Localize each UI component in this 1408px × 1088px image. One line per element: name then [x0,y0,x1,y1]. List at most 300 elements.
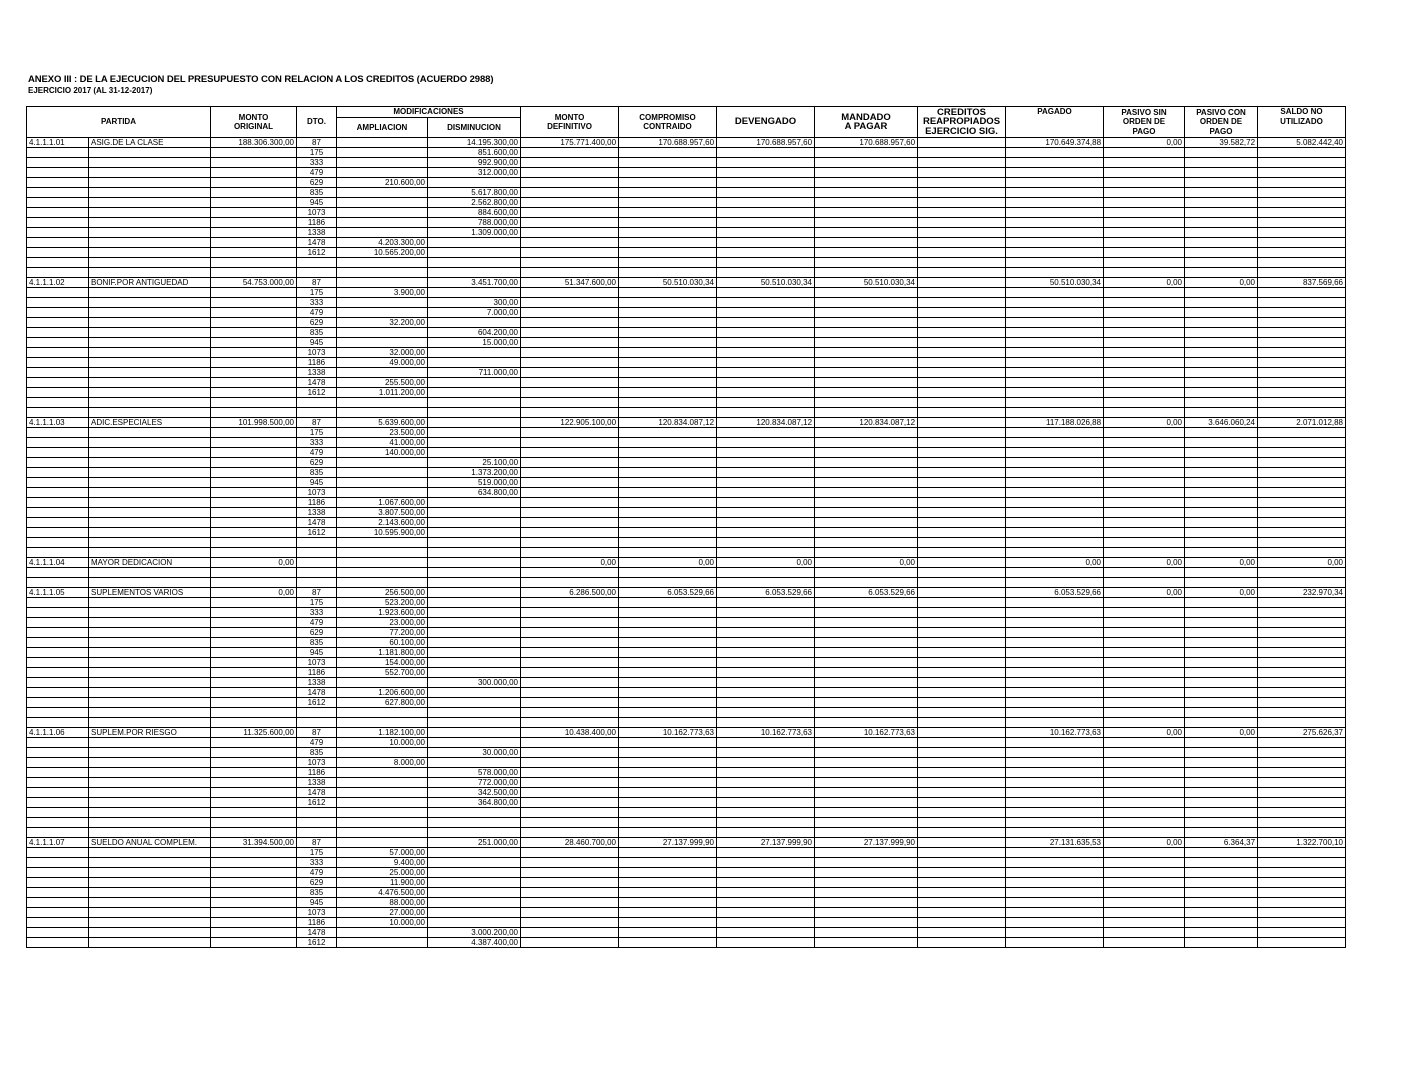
blank-cell [1104,808,1185,818]
pagado-cell [1006,338,1104,348]
creditos-cell [918,898,1006,908]
pasivo-sin-cell [1104,868,1185,878]
blank-cell [1104,258,1185,268]
partida-code-cell: 4.1.1.1.07 [27,838,89,848]
disminucion-cell: 30.000,00 [428,748,521,758]
creditos-cell [918,328,1006,338]
blank-cell [1006,818,1104,828]
saldo-cell: 1.322.700,10 [1258,838,1346,848]
pasivo-con-cell: 0,00 [1185,728,1258,738]
blank-cell [619,408,717,418]
pagado-cell [1006,678,1104,688]
pagado-cell [1006,778,1104,788]
dto-cell: 1073 [297,758,337,768]
blank-cell [918,808,1006,818]
compromiso-cell [619,328,717,338]
pasivo-con-cell [1185,638,1258,648]
compromiso-cell [619,368,717,378]
disminucion-cell [428,738,521,748]
partida-name-cell [89,788,211,798]
devengado-cell [717,438,815,448]
table-row [27,928,1346,938]
dto-cell: 333 [297,438,337,448]
blank-cell [717,578,815,588]
blank-cell [89,828,211,838]
blank-cell [337,718,428,728]
table-row [27,158,1346,168]
partida-name-cell [89,218,211,228]
ampliacion-cell [337,188,428,198]
pasivo-con-cell [1185,508,1258,518]
ampliacion-cell: 627.800,00 [337,698,428,708]
blank-cell [337,568,428,578]
compromiso-cell [619,648,717,658]
blank-cell [1185,828,1258,838]
partida-name-cell [89,448,211,458]
creditos-cell [918,498,1006,508]
mandado-cell [815,848,918,858]
blank-cell [1258,548,1346,558]
blank-cell [521,718,619,728]
dto-cell: 1073 [297,348,337,358]
creditos-cell [918,138,1006,148]
devengado-cell: 50.510.030,34 [717,278,815,288]
pasivo-con-cell [1185,618,1258,628]
blank-cell [89,398,211,408]
pagado-cell [1006,748,1104,758]
creditos-cell [918,298,1006,308]
blank-cell [211,818,297,828]
partida-code-cell [27,528,89,538]
monto-definitivo-cell [521,698,619,708]
compromiso-cell [619,898,717,908]
blank-cell [89,268,211,278]
blank-cell [619,268,717,278]
pagado-cell [1006,458,1104,468]
saldo-cell [1258,878,1346,888]
ampliacion-cell [337,328,428,338]
table-row [27,778,1346,788]
blank-cell [297,808,337,818]
blank-row [27,708,1346,718]
monto-original-cell: 0,00 [211,558,297,568]
mandado-cell [815,368,918,378]
table-row [27,468,1346,478]
monto-original-cell [211,638,297,648]
monto-original-cell [211,148,297,158]
partida-code-cell [27,218,89,228]
blank-cell [815,718,918,728]
compromiso-cell [619,918,717,928]
monto-definitivo-cell [521,438,619,448]
blank-cell [297,268,337,278]
blank-cell [815,258,918,268]
pasivo-con-cell [1185,338,1258,348]
partida-name-cell [89,208,211,218]
monto-definitivo-cell [521,298,619,308]
partida-name-cell [89,318,211,328]
dto-cell: 1338 [297,678,337,688]
table-row [27,678,1346,688]
dto-cell: 479 [297,868,337,878]
creditos-cell [918,878,1006,888]
devengado-cell [717,448,815,458]
pasivo-sin-cell [1104,148,1185,158]
disminucion-cell [428,888,521,898]
pagado-cell [1006,248,1104,258]
blank-cell [337,578,428,588]
compromiso-cell [619,508,717,518]
pasivo-con-cell [1185,148,1258,158]
creditos-cell [918,588,1006,598]
pasivo-sin-cell [1104,228,1185,238]
ampliacion-cell: 256.500,00 [337,588,428,598]
monto-original-cell [211,858,297,868]
monto-definitivo-cell [521,878,619,888]
disminucion-cell [428,508,521,518]
blank-cell [1185,568,1258,578]
partida-name-cell [89,428,211,438]
ampliacion-cell [337,928,428,938]
blank-row [27,258,1346,268]
monto-definitivo-cell [521,688,619,698]
compromiso-cell: 120.834.087,12 [619,418,717,428]
saldo-cell [1258,338,1346,348]
creditos-cell [918,748,1006,758]
blank-cell [717,268,815,278]
pasivo-con-cell [1185,218,1258,228]
creditos-cell [918,648,1006,658]
dto-cell: 1338 [297,228,337,238]
monto-definitivo-cell [521,668,619,678]
partida-name-cell [89,458,211,468]
dto-cell: 1612 [297,388,337,398]
compromiso-cell [619,658,717,668]
monto-original-cell [211,178,297,188]
table-row [27,288,1346,298]
disminucion-cell: 884.600,00 [428,208,521,218]
blank-cell [27,828,89,838]
devengado-cell [717,768,815,778]
creditos-cell [918,798,1006,808]
table-row [27,338,1346,348]
devengado-cell [717,888,815,898]
compromiso-cell [619,868,717,878]
blank-cell [1258,258,1346,268]
devengado-cell [717,788,815,798]
blank-cell [428,808,521,818]
col-header-modificaciones [337,107,521,118]
blank-cell [428,548,521,558]
pasivo-sin-cell [1104,788,1185,798]
dto-cell: 1186 [297,498,337,508]
saldo-cell: 5.082.442,40 [1258,138,1346,148]
pasivo-con-cell [1185,298,1258,308]
ampliacion-cell: 32.200,00 [337,318,428,328]
partida-name-cell [89,378,211,388]
creditos-cell [918,928,1006,938]
dto-cell: 87 [297,588,337,598]
ampliacion-cell [337,938,428,948]
compromiso-cell: 6.053.529,66 [619,588,717,598]
creditos-cell [918,448,1006,458]
devengado-cell: 6.053.529,66 [717,588,815,598]
blank-cell [1006,398,1104,408]
pagado-cell [1006,658,1104,668]
ampliacion-cell: 60.100,00 [337,638,428,648]
pasivo-con-cell: 0,00 [1185,278,1258,288]
col-header-pagado [1006,107,1104,138]
devengado-cell [717,518,815,528]
compromiso-cell [619,598,717,608]
table-row [27,298,1346,308]
creditos-cell [918,308,1006,318]
pasivo-sin-cell [1104,878,1185,888]
ampliacion-cell: 8.000,00 [337,758,428,768]
compromiso-cell [619,488,717,498]
ampliacion-cell: 88.000,00 [337,898,428,908]
dto-cell: 629 [297,458,337,468]
saldo-cell [1258,528,1346,538]
blank-row [27,398,1346,408]
pasivo-sin-cell [1104,458,1185,468]
saldo-cell [1258,628,1346,638]
partida-code-cell [27,458,89,468]
partida-name-cell [89,308,211,318]
compromiso-cell [619,248,717,258]
creditos-cell [918,358,1006,368]
compromiso-cell [619,428,717,438]
partida-name-cell [89,908,211,918]
pasivo-con-cell [1185,438,1258,448]
ampliacion-cell [337,338,428,348]
partida-code-cell [27,688,89,698]
pasivo-sin-cell [1104,658,1185,668]
blank-row [27,548,1346,558]
creditos-cell [918,438,1006,448]
blank-cell [27,538,89,548]
col-header-mandado [815,107,918,138]
blank-cell [918,568,1006,578]
mandado-cell [815,468,918,478]
monto-definitivo-cell [521,928,619,938]
blank-cell [1104,538,1185,548]
pasivo-con-cell: 6.364,37 [1185,838,1258,848]
partida-code-cell [27,388,89,398]
partida-code-cell [27,638,89,648]
mandado-cell: 0,00 [815,558,918,568]
monto-original-cell [211,228,297,238]
ampliacion-cell [337,308,428,318]
monto-original-cell [211,358,297,368]
monto-original-cell [211,678,297,688]
blank-cell [1104,818,1185,828]
creditos-cell [918,698,1006,708]
pasivo-con-cell [1185,698,1258,708]
creditos-cell [918,768,1006,778]
pasivo-con-cell [1185,468,1258,478]
disminucion-cell [428,918,521,928]
blank-cell [211,718,297,728]
blank-cell [428,578,521,588]
creditos-cell [918,318,1006,328]
blank-cell [1104,718,1185,728]
compromiso-cell [619,358,717,368]
pagado-cell [1006,628,1104,638]
pagado-cell [1006,918,1104,928]
monto-definitivo-cell [521,368,619,378]
monto-definitivo-cell [521,758,619,768]
partida-code-cell [27,898,89,908]
dto-cell: 835 [297,888,337,898]
blank-cell [815,708,918,718]
blank-cell [211,408,297,418]
pagado-cell [1006,528,1104,538]
col-header-monto-original [211,107,297,138]
mandado-cell [815,388,918,398]
partida-name-cell [89,888,211,898]
partida-name-cell [89,298,211,308]
blank-cell [815,538,918,548]
partida-code-cell [27,498,89,508]
saldo-cell: 0,00 [1258,558,1346,568]
pasivo-sin-cell [1104,758,1185,768]
creditos-cell [918,218,1006,228]
col-header-monto-definitivo-line2: DEFINITIVO [547,122,592,131]
table-row [27,178,1346,188]
devengado-cell [717,638,815,648]
blank-cell [1006,538,1104,548]
monto-definitivo-cell [521,458,619,468]
dto-cell: 333 [297,608,337,618]
saldo-cell [1258,248,1346,258]
ampliacion-cell: 9.400,00 [337,858,428,868]
col-header-ampliacion-label: AMPLIACION [356,122,408,132]
partida-code-cell [27,208,89,218]
compromiso-cell [619,478,717,488]
monto-definitivo-cell [521,918,619,928]
saldo-cell [1258,748,1346,758]
monto-definitivo-cell [521,628,619,638]
disminucion-cell [428,668,521,678]
mandado-cell [815,898,918,908]
table-row [27,248,1346,258]
pasivo-con-cell [1185,498,1258,508]
blank-cell [1258,568,1346,578]
monto-original-cell [211,928,297,938]
monto-definitivo-cell [521,778,619,788]
pagado-cell [1006,908,1104,918]
devengado-cell [717,698,815,708]
dto-cell: 479 [297,308,337,318]
blank-cell [337,808,428,818]
pasivo-sin-cell [1104,428,1185,438]
partida-name-cell [89,488,211,498]
ampliacion-cell: 49.000,00 [337,358,428,368]
disminucion-cell [428,848,521,858]
monto-definitivo-cell [521,768,619,778]
pasivo-con-cell [1185,658,1258,668]
table-row [27,368,1346,378]
pasivo-con-cell [1185,648,1258,658]
partida-name-cell [89,598,211,608]
table-row [27,188,1346,198]
creditos-cell [918,608,1006,618]
monto-definitivo-cell: 10.438.400,00 [521,728,619,738]
disminucion-cell [428,698,521,708]
monto-original-cell [211,198,297,208]
blank-cell [918,548,1006,558]
table-row [27,388,1346,398]
table-row [27,938,1346,948]
monto-original-cell [211,158,297,168]
mandado-cell [815,788,918,798]
pasivo-con-cell [1185,918,1258,928]
ampliacion-cell [337,228,428,238]
disminucion-cell [428,358,521,368]
pagado-cell [1006,158,1104,168]
monto-original-cell [211,338,297,348]
saldo-cell [1258,298,1346,308]
devengado-cell [717,358,815,368]
blank-cell [27,818,89,828]
ampliacion-cell: 57.000,00 [337,848,428,858]
pagado-cell [1006,178,1104,188]
pagado-cell [1006,378,1104,388]
partida-name-cell [89,178,211,188]
saldo-cell [1258,598,1346,608]
mandado-cell [815,518,918,528]
ampliacion-cell: 1.923.600,00 [337,608,428,618]
saldo-cell [1258,688,1346,698]
partida-name-cell [89,668,211,678]
pasivo-con-cell [1185,598,1258,608]
mandado-cell: 50.510.030,34 [815,278,918,288]
devengado-cell [717,178,815,188]
monto-original-cell [211,878,297,888]
dto-cell: 629 [297,178,337,188]
blank-cell [1006,268,1104,278]
monto-original-cell [211,448,297,458]
mandado-cell [815,748,918,758]
table-row [27,768,1346,778]
disminucion-cell [428,688,521,698]
monto-definitivo-cell [521,598,619,608]
monto-original-cell [211,288,297,298]
dto-cell: 87 [297,278,337,288]
pasivo-sin-cell [1104,698,1185,708]
compromiso-cell [619,788,717,798]
table-row [27,278,1346,288]
pasivo-sin-cell [1104,928,1185,938]
compromiso-cell [619,468,717,478]
pagado-cell [1006,518,1104,528]
saldo-cell [1258,468,1346,478]
pasivo-sin-cell: 0,00 [1104,418,1185,428]
mandado-cell [815,328,918,338]
saldo-cell [1258,168,1346,178]
blank-cell [297,578,337,588]
disminucion-cell: 3.451.700,00 [428,278,521,288]
devengado-cell [717,228,815,238]
monto-original-cell [211,248,297,258]
compromiso-cell: 50.510.030,34 [619,278,717,288]
pasivo-con-cell [1185,848,1258,858]
ampliacion-cell [337,298,428,308]
compromiso-cell [619,628,717,638]
table-row [27,758,1346,768]
ampliacion-cell: 523.200,00 [337,598,428,608]
